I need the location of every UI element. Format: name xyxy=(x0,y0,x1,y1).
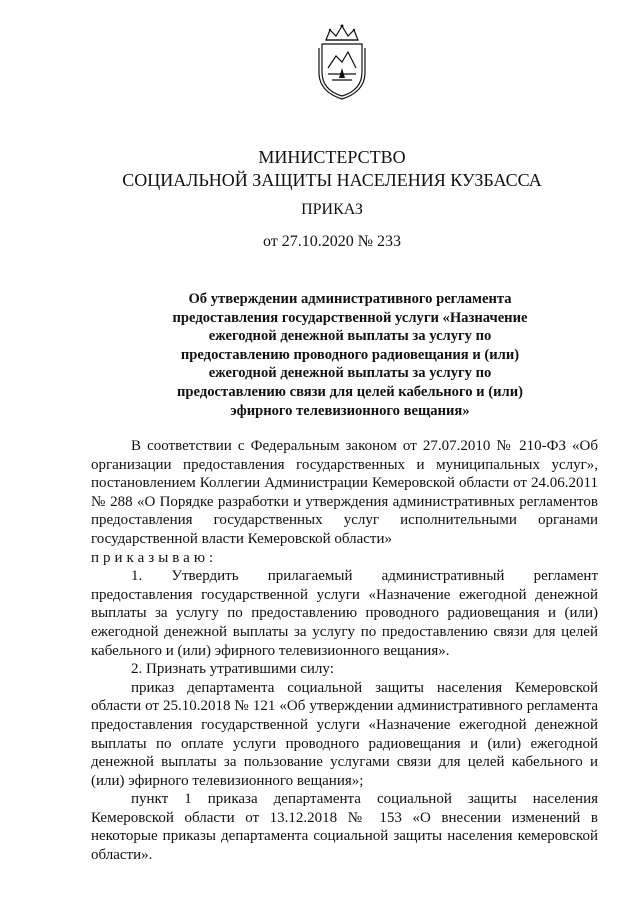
document-body xyxy=(91,437,598,865)
document-type: ПРИКАЗ xyxy=(301,201,363,218)
document-title: Об утверждении административного регламента предоставления государственной услуги «Назначение ежегодной денежной выплаты за услугу по предоставлению проводного радиовещания и (или) ежегодной денежной выплаты за услугу по предоставлению связи для целей кабельного и (или) эфирного телевизионного вещания» xyxy=(172,291,528,419)
ministry-name-line1: МИНИСТЕРСТВО xyxy=(258,147,406,167)
item-2b-paragraph: пункт 1 приказа департамента социальной защиты населения Кемеровской области от 13.12.2018 № 153 «О внесении изменений в некоторые приказы департамента социальной защиты населения кемеровской области». xyxy=(91,791,598,864)
order-word: приказываю: xyxy=(91,549,218,566)
item-2-paragraph: 2. Признать утратившими силу: xyxy=(131,661,334,678)
item-2a-paragraph: приказ департамента социальной защиты населения Кемеровской области от 25.10.2018 № 121 «Об утверждении административного регламента предоставления государственной услуги «Назначение ежегодной денежной выплаты по оплате услуги проводного радиовещания и (или) ежегодной денежной выплаты за пользование услугами связи для целей кабельного и (или) эфирного телевизионного вещания»; xyxy=(91,679,598,789)
preamble-paragraph: В соответствии с Федеральным законом от 27.07.2010 № 210-ФЗ «Об организации предоставления государственных и муниципальных услуг», постановлением Коллегии Администрации Кемеровской области от 24.06.2011 № 288 «О Порядке разработки и утверждения административных регламентов предоставления государственных услуг исполнительными органами государственной власти Кемеровской области» xyxy=(91,438,598,547)
item-1-paragraph: 1. Утвердить прилагаемый административный регламент предоставления государственной услуги «Назначение ежегодной денежной выплаты за услугу по предоставлению проводного радиовещания и (или) ежегодной денежной выплаты за услугу по предоставлению связи для целей кабельного и (или) эфирного телевизионного вещания». xyxy=(91,568,598,659)
document-date-number: от 27.10.2020 № 233 xyxy=(262,233,402,250)
ministry-name-line2: СОЦИАЛЬНОЙ ЗАЩИТЫ НАСЕЛЕНИЯ КУЗБАССА xyxy=(122,170,542,190)
coat-of-arms-icon xyxy=(312,22,372,100)
